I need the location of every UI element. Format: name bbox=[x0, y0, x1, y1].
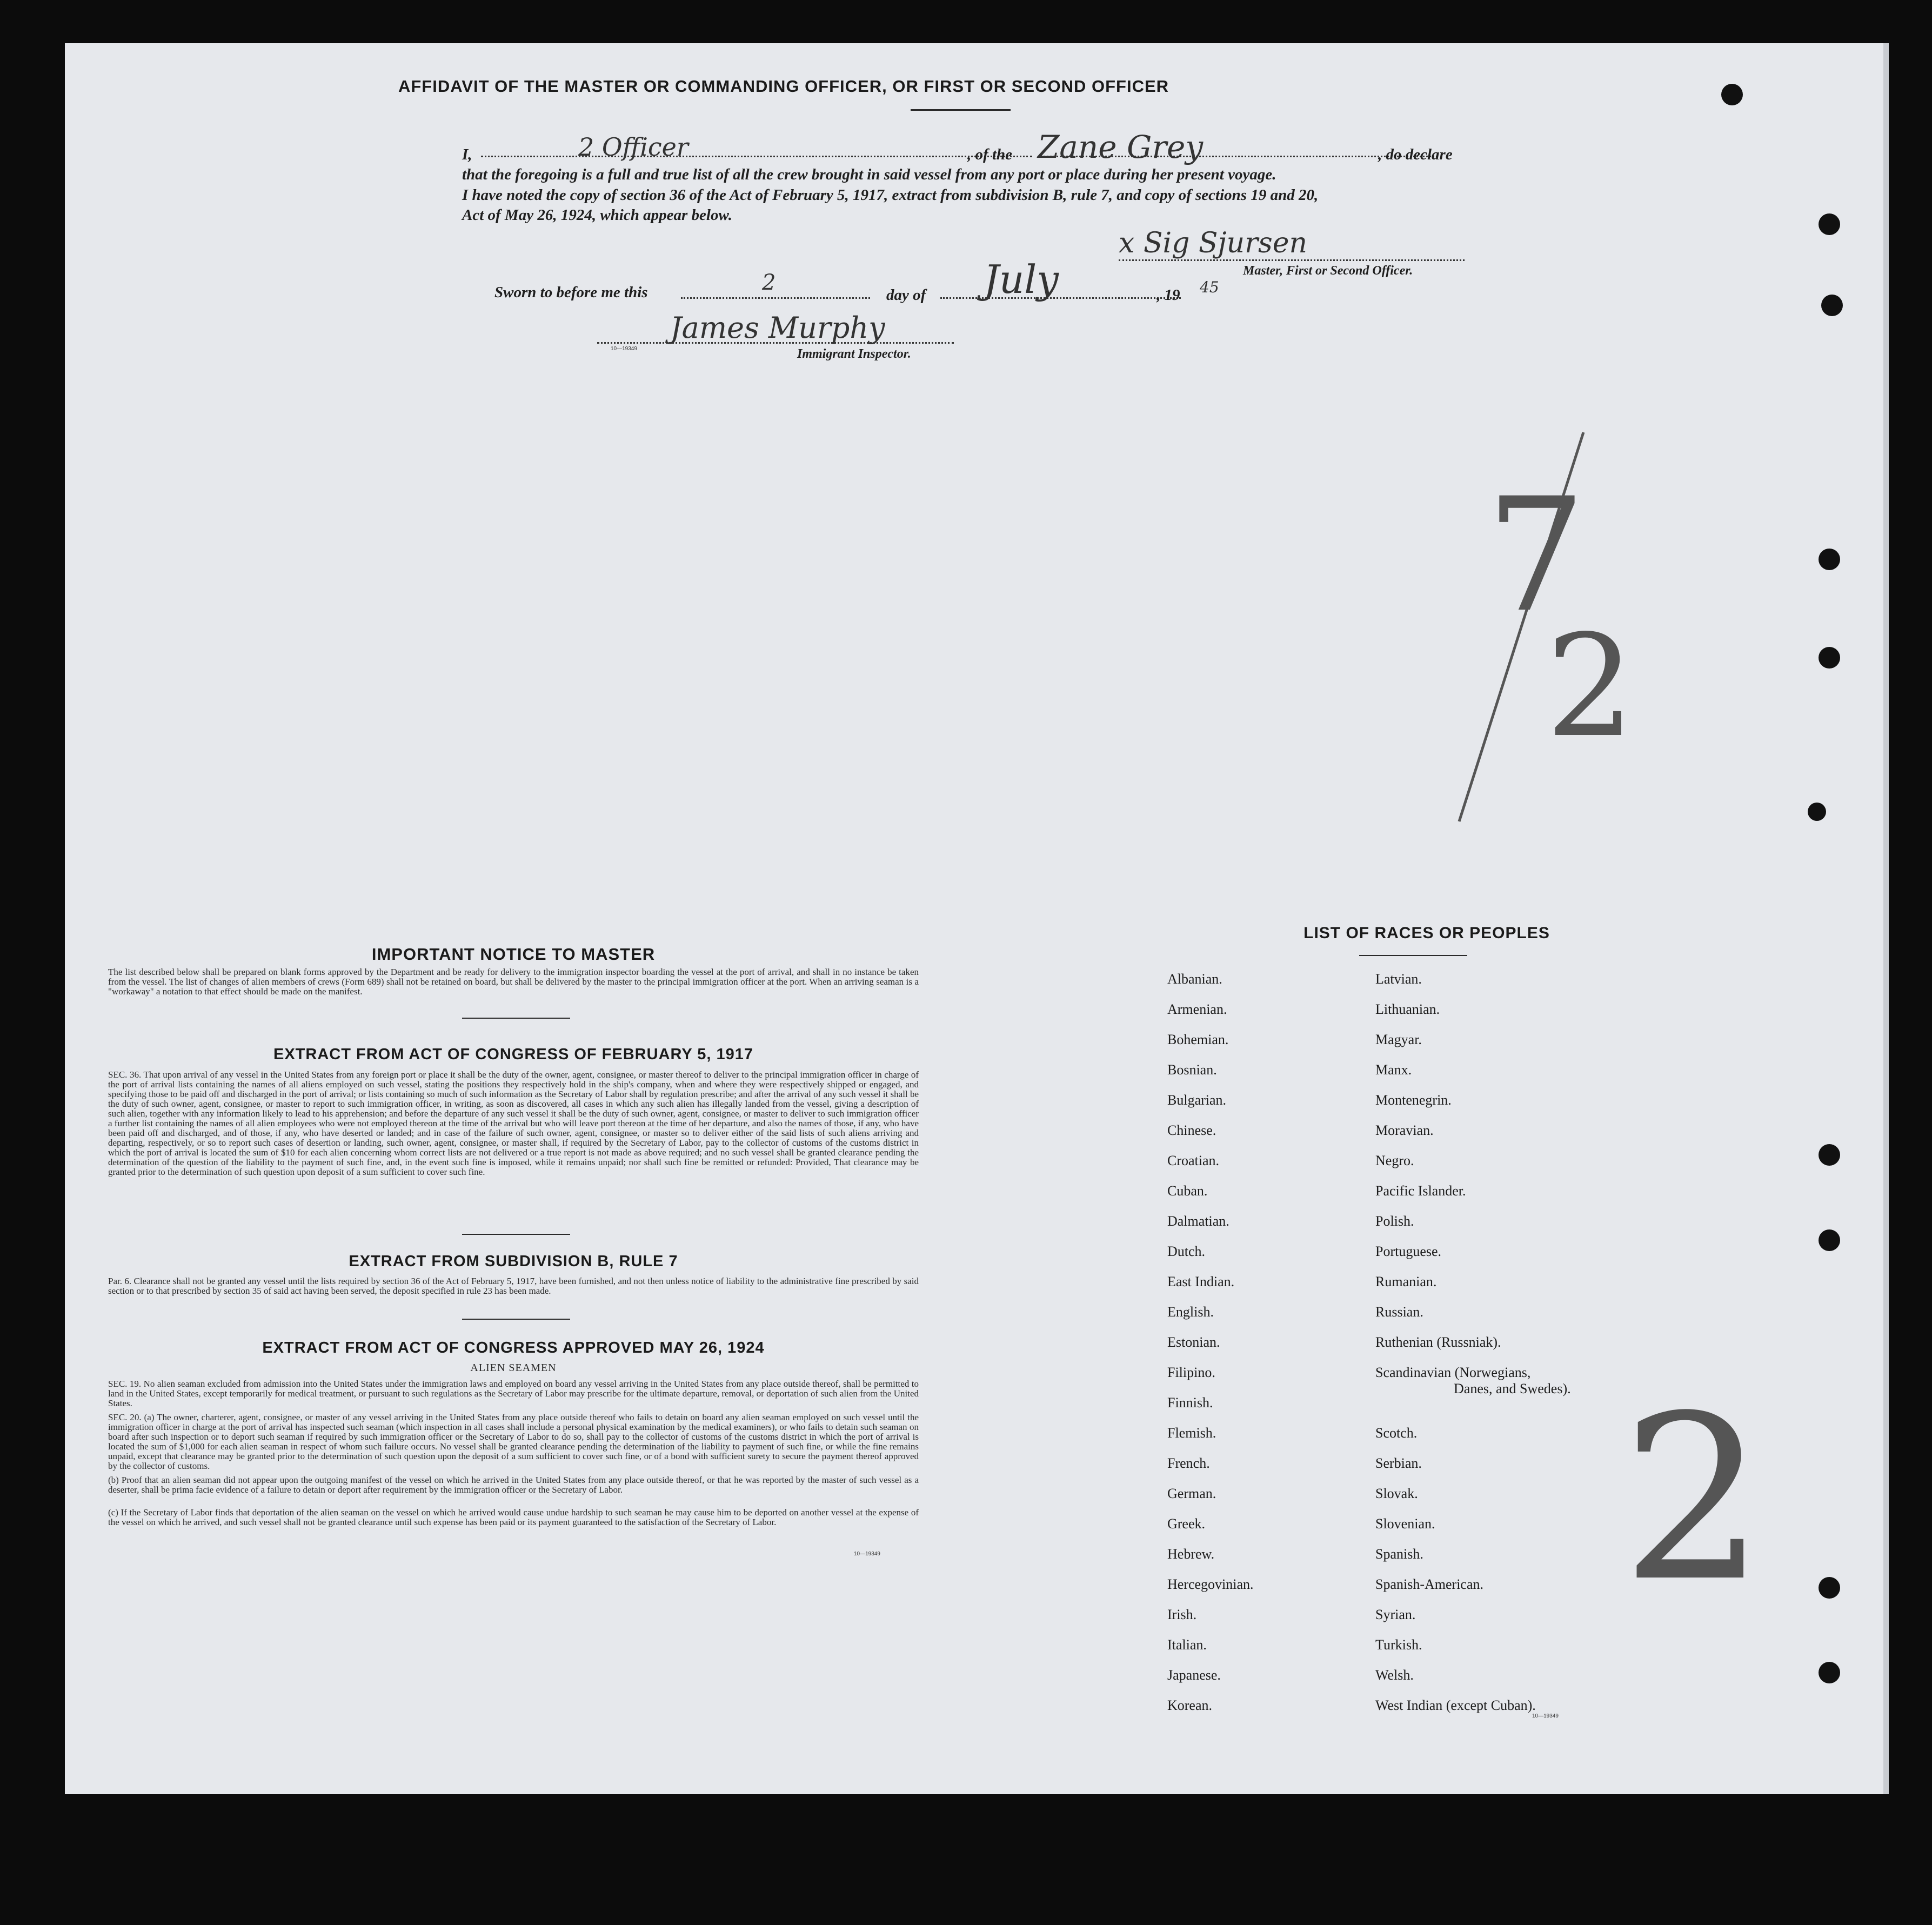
binder-hole bbox=[1819, 1577, 1840, 1599]
signature-line bbox=[1119, 259, 1465, 261]
binder-hole bbox=[1819, 1144, 1840, 1166]
race-item: Japanese. bbox=[1167, 1667, 1221, 1683]
extract-1924-sec20b: (b) Proof that an alien seaman did not appear upon the outgoing manifest of the vessel on which he arrived in the United States from any place outside thereof, or that he was reported by the master of such vessel as a deserter, shall be prima facie evidence of a failure to detain or deport after requirement by the immigration officer or the Secretary of Labor. bbox=[108, 1475, 919, 1495]
affidavit-line-4: Act of May 26, 1924, which appear below. bbox=[462, 206, 732, 224]
of-the-label: , of the bbox=[967, 146, 1012, 163]
race-item: Ruthenian (Russniak). bbox=[1375, 1334, 1501, 1350]
affidavit-title: AFFIDAVIT OF THE MASTER OR COMMANDING OFFICER, OR FIRST OR SECOND OFFICER bbox=[398, 77, 1169, 96]
binder-hole bbox=[1808, 803, 1826, 821]
day-of-label: day of bbox=[886, 286, 926, 304]
binder-hole bbox=[1819, 1662, 1840, 1683]
race-item: Dalmatian. bbox=[1167, 1213, 1229, 1229]
race-item: Korean. bbox=[1167, 1697, 1213, 1713]
race-item: West Indian (except Cuban). bbox=[1375, 1697, 1536, 1713]
document-page bbox=[65, 43, 1889, 1794]
race-item: Pacific Islander. bbox=[1375, 1183, 1466, 1199]
race-item: Bohemian. bbox=[1167, 1032, 1229, 1047]
notice-title: IMPORTANT NOTICE TO MASTER bbox=[371, 945, 656, 964]
notice-body: The list described below shall be prepared on blank forms approved by the Department and be ready for delivery to the immigration inspector boarding the vessel at the port of arrival, and shall in no instance be taken from the vessel. The list of changes of alien members of crews (Form 689) shall not be retained on board, but shall be delivered by the master to the principal immigration officer at the port. When an arriving seaman is a "workaway" a notation to that effect should be made on the manifest. bbox=[108, 967, 919, 997]
race-item: Chinese. bbox=[1167, 1122, 1216, 1138]
affidavit-form-number: 10—19349 bbox=[611, 346, 637, 352]
race-item: Latvian. bbox=[1375, 971, 1422, 987]
sworn-label: Sworn to before me this bbox=[494, 284, 648, 301]
race-item: Portuguese. bbox=[1375, 1244, 1442, 1259]
race-item: Welsh. bbox=[1375, 1667, 1414, 1683]
race-item: Albanian. bbox=[1167, 971, 1222, 987]
extract-1917-title: EXTRACT FROM ACT OF CONGRESS OF FEBRUARY 5, 1917 bbox=[273, 1046, 754, 1063]
extract-1924-subtitle: ALIEN SEAMEN bbox=[470, 1362, 557, 1374]
extract-form-number: 10—19349 bbox=[854, 1551, 880, 1557]
vessel-handwritten: Zane Grey bbox=[1038, 129, 1204, 165]
binder-hole bbox=[1819, 549, 1840, 570]
race-item: Irish. bbox=[1167, 1607, 1197, 1622]
race-item: Flemish. bbox=[1167, 1425, 1216, 1441]
affidavit-line-2: that the foregoing is a full and true list of all the crew brought in said vessel from any port or place during her present voyage. bbox=[462, 166, 1276, 183]
race-item: Scotch. bbox=[1375, 1425, 1418, 1441]
binder-hole bbox=[1819, 647, 1840, 669]
race-item: East Indian. bbox=[1167, 1274, 1235, 1289]
binder-hole bbox=[1819, 1229, 1840, 1251]
declare-label: , do declare bbox=[1378, 146, 1453, 163]
race-item: Finnish. bbox=[1167, 1395, 1213, 1411]
year-prefix: , 19 bbox=[1156, 286, 1180, 304]
race-item: Estonian. bbox=[1167, 1334, 1220, 1350]
race-item: Syrian. bbox=[1375, 1607, 1416, 1622]
race-item: Montenegrin. bbox=[1375, 1092, 1452, 1108]
race-item: Turkish. bbox=[1375, 1637, 1422, 1653]
race-item: Manx. bbox=[1375, 1062, 1412, 1078]
race-item: Croatian. bbox=[1167, 1153, 1220, 1168]
race-item: Danes, and Swedes). bbox=[1454, 1381, 1571, 1396]
race-item: Bosnian. bbox=[1167, 1062, 1217, 1078]
race-item: Slovenian. bbox=[1375, 1516, 1435, 1532]
race-item: Spanish. bbox=[1375, 1546, 1423, 1562]
race-item: French. bbox=[1167, 1455, 1210, 1471]
race-item: Serbian. bbox=[1375, 1455, 1422, 1471]
race-item: Magyar. bbox=[1375, 1032, 1422, 1047]
day-fill-line bbox=[681, 297, 870, 299]
margin-fraction-bottom: 2 bbox=[1546, 605, 1635, 768]
extract-1924-title: EXTRACT FROM ACT OF CONGRESS APPROVED MAY 26, 1924 bbox=[262, 1339, 765, 1356]
binder-hole bbox=[1821, 295, 1843, 316]
race-item: Spanish-American. bbox=[1375, 1576, 1484, 1592]
divider bbox=[462, 1018, 570, 1019]
inspector-line bbox=[597, 342, 954, 344]
race-item: English. bbox=[1167, 1304, 1214, 1320]
extract-1917-body: SEC. 36. That upon arrival of any vessel in the United States from any foreign port or place it shall be the duty of the owner, agent, consignee, or master thereof to deliver to the principal immigration officer in charge of the port of arrival lists containing the names of all aliens employed on such vessel, stating the positions they respectively hold in the ship's company, when and where they were respectively shipped or engaged, and specifying those to be paid off and discharged in the port of arrival; or lists containing so much of such information as the Secretary of Labor shall by regulation prescribe; and after the arrival of any such vessel it shall be the duty of such owner, agent, consignee, or master to report to such immigration officer, in writing, as soon as discovered, all cases in which any such alien has illegally landed from the vessel, giving a description of such alien, together with any information likely to lead to his apprehension; and before the departure of any such vessel it shall be the duty of such owner, agent, consignee, or master to deliver to such immigration officer a further list containing the names of all alien employees who were not employed thereon at the time of the arrival but who will leave port thereon at the time of her departure, and also the names of those, if any, who have been paid off and discharged, and of those, if any, who have deserted or landed; and in case of the failure of such owner, agent, consignee, or master so to deliver either of the said lists of such aliens arriving and departing, respectively, or so to report such cases of desertion or landing, such owner, agent, consignee, or master shall, if required by the Secretary of Labor, pay to the collector of customs of the customs district in which the port of arrival is located the sum of $10 for each alien concerning whom correct lists are not delivered or a true report is not made as above required; and no such vessel shall be granted clearance pending the determination of the question of the liability to the payment of such fine, and, in the event such fine is imposed, while it remains unpaid; nor shall such fine be remitted or refunded: Provided, That clearance may be granted prior to the determination of such question upon deposit of a sum sufficient to cover such fine. bbox=[108, 1070, 919, 1177]
race-item: Italian. bbox=[1167, 1637, 1207, 1653]
divider bbox=[462, 1319, 570, 1320]
officer-handwritten: 2 Officer bbox=[578, 132, 688, 162]
officer-caption: Master, First or Second Officer. bbox=[1243, 264, 1413, 278]
race-item: Hebrew. bbox=[1167, 1546, 1215, 1562]
officer-fill-line bbox=[481, 156, 1032, 157]
margin-side-number: 2 bbox=[1621, 1367, 1766, 1632]
margin-fraction-top: 7 bbox=[1486, 465, 1586, 647]
race-item: Bulgarian. bbox=[1167, 1092, 1227, 1108]
race-item: Dutch. bbox=[1167, 1244, 1206, 1259]
inspector-caption: Immigrant Inspector. bbox=[797, 347, 911, 361]
races-title: LIST OF RACES OR PEOPLES bbox=[1303, 924, 1550, 942]
race-item: German. bbox=[1167, 1486, 1216, 1501]
race-item: Moravian. bbox=[1375, 1122, 1434, 1138]
divider bbox=[1359, 955, 1467, 956]
extract-1924-sec19: SEC. 19. No alien seaman excluded from admission into the United States under the immigration laws and employed on board any vessel arriving in the United States from any place outside thereof, shall be permitted to land in the United States, except temporarily for medical treatment, or pursuant to such regulations as the Secretary of Labor may prescribe for the ultimate departure, removal, or deportation of such alien from the United States. bbox=[108, 1379, 919, 1408]
race-item: Hercegovinian. bbox=[1167, 1576, 1254, 1592]
race-item: Lithuanian. bbox=[1375, 1001, 1440, 1017]
officer-signature: x Sig Sjursen bbox=[1119, 227, 1307, 259]
race-item: Russian. bbox=[1375, 1304, 1423, 1320]
extract-1924-sec20c: (c) If the Secretary of Labor finds that deportation of the alien seaman on the vessel on which he arrived would cause undue hardship to such seaman he may cause him to be deported on another vessel at the expense of the vessel on which he arrived, and such vessel shall not be granted clearance until such expense has been paid or its payment guaranteed to the satisfaction of the Secretary of Labor. bbox=[108, 1507, 919, 1527]
month-fill-line bbox=[940, 297, 1181, 299]
race-item: Negro. bbox=[1375, 1153, 1414, 1168]
day-handwritten: 2 bbox=[762, 270, 776, 295]
race-item: Scandinavian (Norwegians, bbox=[1375, 1365, 1531, 1380]
extract-1924-sec20a: SEC. 20. (a) The owner, charterer, agent, consignee, or master of any vessel arriving in the United States from any place outside thereof who fails to detain on board any alien seaman employed on such vessel until the immigration officer in charge at the port of arrival has inspected such seaman (which inspection in all cases shall include a personal physical examination by the medical examiners), or who fails to detain such seaman on board after such inspection or to deport such seaman if required by such immigration officer or the Secretary of Labor to do so, shall pay to the collector of customs of the customs district in which the port of arrival is located the sum of $1,000 for each alien seaman in respect of whom such failure occurs. No vessel shall be granted clearance pending the determination of the liability to payment of such fine, or while the fine remains unpaid, except that clearance may be granted prior to the determination of such question upon the deposit of a sum sufficient to cover such fine, or of a bond with sufficient surety to secure the payment thereof approved by the collector of customs. bbox=[108, 1412, 919, 1471]
month-handwritten: July bbox=[984, 257, 1059, 302]
race-item: Filipino. bbox=[1167, 1365, 1215, 1380]
divider bbox=[462, 1234, 570, 1235]
binder-hole bbox=[1721, 84, 1743, 105]
race-item: Rumanian. bbox=[1375, 1274, 1437, 1289]
binder-hole bbox=[1819, 213, 1840, 235]
race-item: Slovak. bbox=[1375, 1486, 1418, 1501]
i-label: I, bbox=[462, 146, 472, 163]
race-item: Polish. bbox=[1375, 1213, 1414, 1229]
extract-rule7-title: EXTRACT FROM SUBDIVISION B, RULE 7 bbox=[349, 1253, 678, 1270]
title-divider bbox=[911, 109, 1011, 111]
inspector-signature: James Murphy bbox=[670, 311, 885, 345]
affidavit-line-3: I have noted the copy of section 36 of the Act of February 5, 1917, extract from subdivision B, rule 7, and copy of sections 19 and 20, bbox=[462, 186, 1319, 204]
race-item: Greek. bbox=[1167, 1516, 1206, 1532]
race-item: Cuban. bbox=[1167, 1183, 1208, 1199]
extract-rule7-body: Par. 6. Clearance shall not be granted any vessel until the lists required by section 36 of the Act of February 5, 1917, have been furnished, and not then unless notice of liability to the administrative fine prescribed by said section or to that prescribed by section 35 of said act having been served, the deposit specified in rule 23 has been made. bbox=[108, 1276, 919, 1296]
races-form-number: 10—19349 bbox=[1532, 1713, 1559, 1719]
year-handwritten: 45 bbox=[1200, 278, 1219, 296]
race-item: Armenian. bbox=[1167, 1001, 1227, 1017]
